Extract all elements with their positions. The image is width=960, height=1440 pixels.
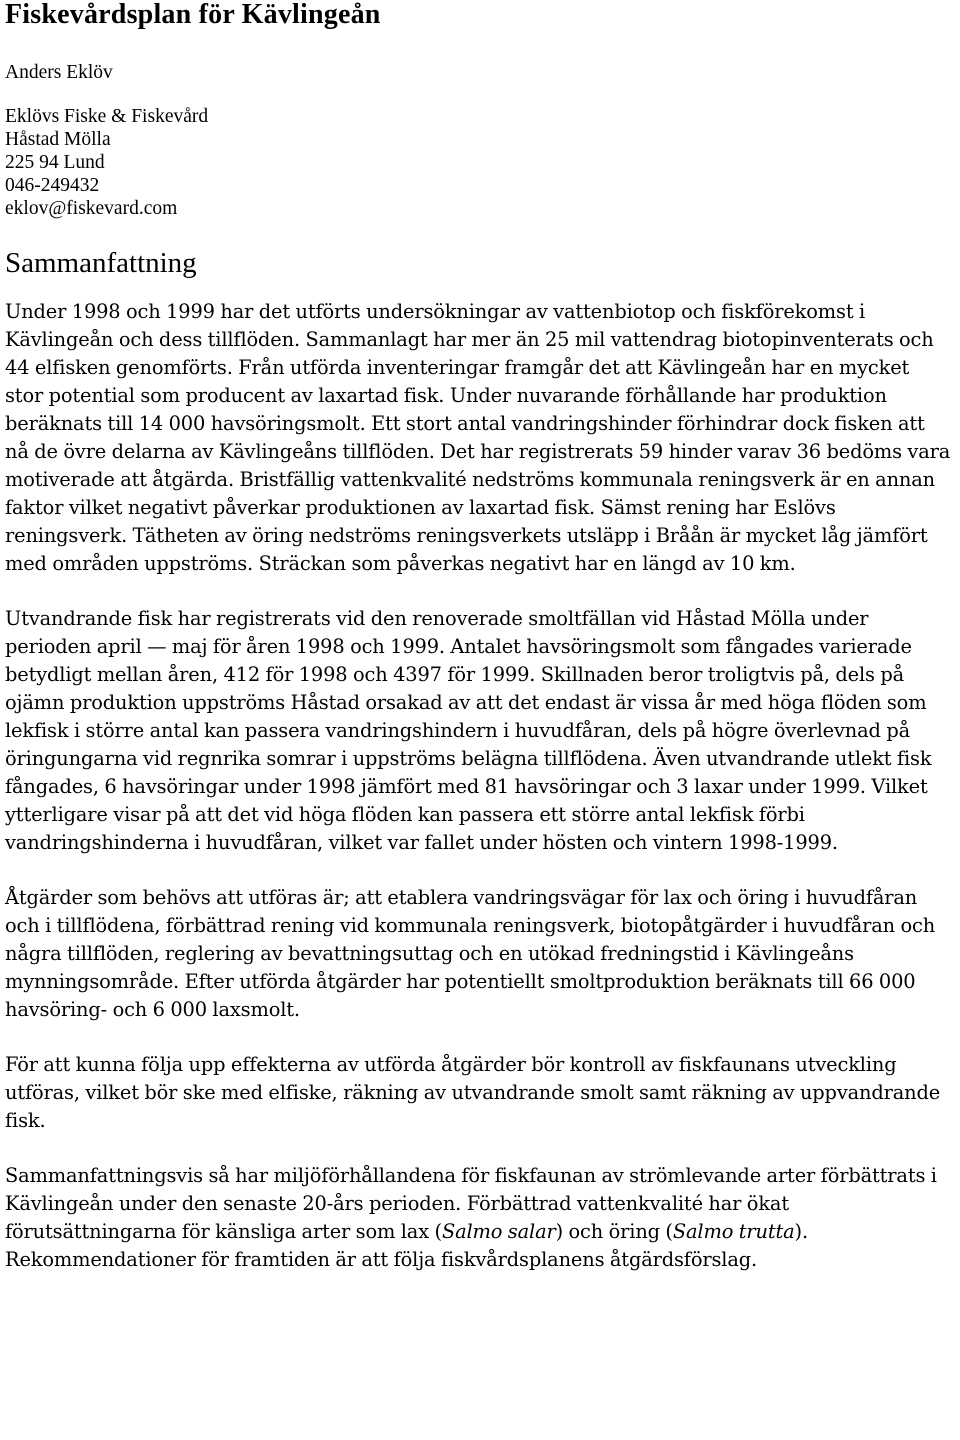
paragraph-5-text-b: ) och öring ( <box>555 1220 673 1243</box>
contact-block <box>5 105 952 220</box>
contact-email: eklov@fiskevard.com <box>5 198 178 219</box>
paragraph-3: Åtgärder som behövs att utföras är; att etablera vandringsvägar för lax och öring i huvudfåran och i tillflödena, förbättrad rening vid kommunala reningsverk, biotopåtgärder i huvudfåran och några tillflöden, reglering av bevattningsuttag och en utökad fredningstid i Kävlingeåns mynningsområde. Efter utförda åtgärder har potentiellt smoltproduktion beräknats till 66 000 havsöring- och 6 000 laxsmolt. <box>5 886 936 1021</box>
author-name: Anders Eklöv <box>5 62 113 83</box>
species-name-salmo-trutta: Salmo trutta <box>672 1220 795 1243</box>
paragraph-5 <box>5 1162 952 1274</box>
paragraph-1: Under 1998 och 1999 har det utförts undersökningar av vattenbiotop och fiskförekomst i Kävlingeån och dess tillflöden. Sammanlagt har mer än 25 mil vattendrag biotopinventerats och 44 elfisken genomförts. Från utförda inventeringar framgår det att Kävlingeån har en mycket stor potential som producent av laxartad fisk. Under nuvarande förhållande har produktion beräknats till 14 000 havsöringsmolt. Ett stort antal vandringshinder förhindrar dock fisken att nå de övre delarna av Kävlingeåns tillflöden. Det har registrerats 59 hinder varav 36 bedöms vara motiverade att åtgärda. Bristfällig vattenkvalité nedströms kommunala reningsverk är en annan faktor vilket negativt påverkar produktionen av laxartad fisk. Sämst rening har Eslövs reningsverk. Tätheten av öring nedströms reningsverkets utsläpp i Bråån är mycket låg jämfört med områden uppströms. Sträckan som påverkas negativt har en längd av 10 km. <box>5 300 951 575</box>
paragraph-4: För att kunna följa upp effekterna av utförda åtgärder bör kontroll av fiskfaunans utveckling utföras, vilket bör ske med elfiske, räkning av utvandrande smolt samt räkning av uppvandrande fisk. <box>5 1053 941 1132</box>
paragraph-5-text-c: ). Rekommendationer för framtiden är att följa fiskvårdsplanens åtgärdsförslag. <box>5 1220 808 1271</box>
contact-postal: 225 94 Lund <box>5 152 105 173</box>
contact-street: Håstad Mölla <box>5 129 111 150</box>
summary-body <box>5 298 952 1274</box>
contact-company: Eklövs Fiske & Fiskevård <box>5 106 209 127</box>
section-heading: Sammanfattning <box>5 247 197 279</box>
contact-phone: 046-249432 <box>5 175 100 196</box>
paragraph-2: Utvandrande fisk har registrerats vid den renoverade smoltfällan vid Håstad Mölla under perioden april — maj för åren 1998 och 1999. Antalet havsöringsmolt som fångades varierade betydligt mellan åren, 412 för 1998 och 4397 för 1999. Skillnaden beror troligtvis på, dels på ojämn produktion uppströms Håstad orsakad av att det endast är vissa år med höga flöden som lekfisk i större antal kan passera vandringshindern i huvudfåran, dels på högre överlevnad på öringungarna vid regnrika somrar i uppströms belägna tillflödena. Även utvandrande utlekt fisk fångades, 6 havsöringar under 1998 jämfört med 81 havsöringar och 3 laxar under 1999. Vilket ytterligare visar på att det vid höga flöden kan passera ett större antal lekfisk förbi vandringshinderna i huvudfåran, vilket var fallet under hösten och vintern 1998-1999. <box>5 607 932 854</box>
species-name-salmo-salar: Salmo salar <box>441 1220 556 1243</box>
document-title: Fiskevårdsplan för Kävlingeån <box>5 0 381 30</box>
paragraph-5-text-a: Sammanfattningsvis så har miljöförhållandena för fiskfaunan av strömlevande arter förbättrats i Kävlingeån under den senaste 20-års perioden. Förbättrad vattenkvalité har ökat förutsättningarna för känsliga arter som lax ( <box>5 1164 937 1243</box>
